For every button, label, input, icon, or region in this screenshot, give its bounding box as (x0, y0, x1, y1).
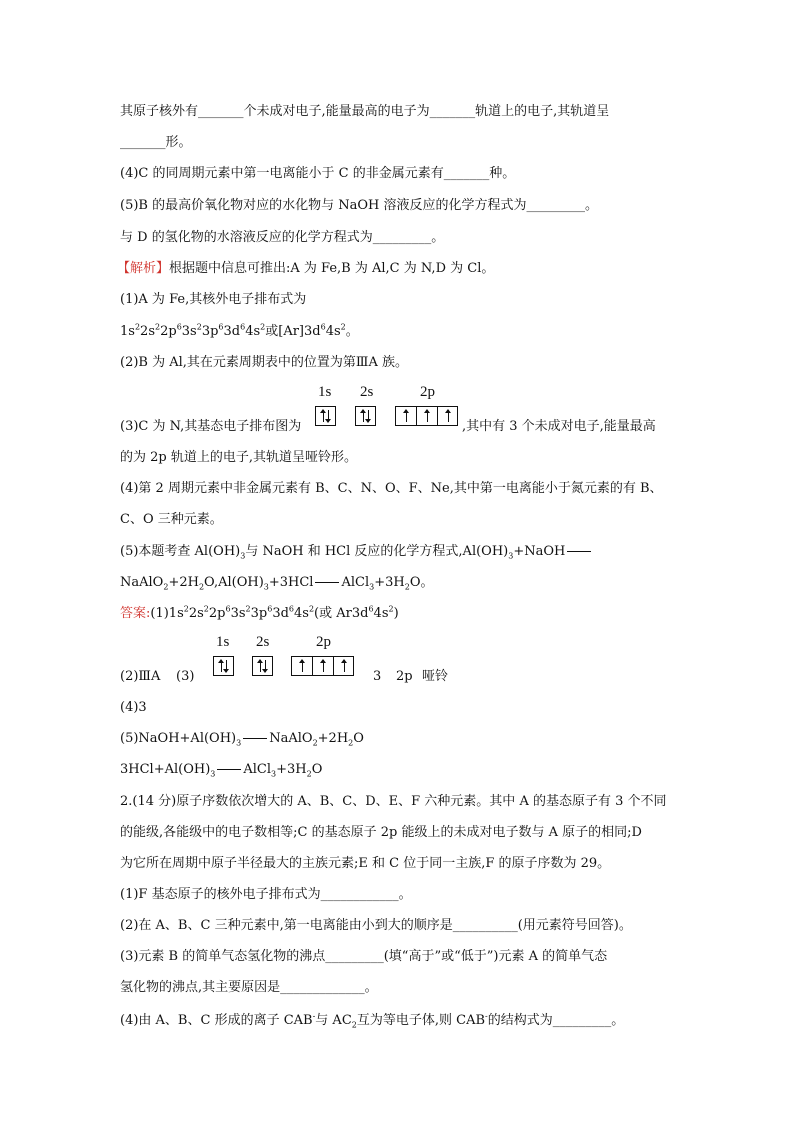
answer-line: 2p (396, 669, 413, 684)
question-line: 为它所在周期中原子半径最大的主族元素;E 和 C 位于同一主族,F 的原子序数为 29。 (120, 856, 611, 871)
question-line: 的能级,各能级中的电子数相等;C 的基态原子 2p 能级上的未成对电子数与 A 原子的相同;D (120, 825, 642, 840)
equals-line (217, 769, 241, 770)
spin-down-arrow-icon (368, 410, 369, 422)
answer-line: 哑铃 (422, 669, 449, 684)
answer-line: (3) (176, 669, 195, 684)
orbital-box-2p (291, 656, 354, 676)
analysis-line: 【解析】根据题中信息可推出:A 为 Fe,B 为 Al,C 为 N,D 为 Cl。 (117, 261, 495, 276)
spin-up-arrow-icon (344, 660, 345, 672)
question-line: _______形。 (120, 135, 192, 150)
orbital-label: 1s (318, 384, 332, 400)
question-line: (4)由 A、B、C 形成的离子 CAB-与 $AC_2$互为等电子体,则 CAB-的结构式为_________。 (120, 1011, 625, 1030)
analysis-line: (1)A 为 Fe,其核外电子排布式为 (120, 292, 307, 307)
question-line: (1)F 基态原子的核外电子排布式为____________。 (120, 887, 412, 902)
orbital-label: 1s (216, 634, 230, 650)
analysis-line: C、O 三种元素。 (120, 512, 223, 527)
electron-config: $1s^22s^22p^63s^23p^63d^64s^2$或$[Ar]3d^64s^2$。 (120, 322, 359, 339)
question-line: 与 D 的氢化物的水溶液反应的化学方程式为_________。 (120, 230, 445, 245)
question-line: (3)元素 B 的简单气态氢化物的沸点_________(填“高于”或“低于”)元素 A 的简单气态 (120, 949, 608, 964)
analysis-line: ,其中有 3 个未成对电子,能量最高 (462, 419, 656, 434)
equals-line (243, 738, 267, 739)
orbital-box-1s (213, 656, 234, 676)
answer-line: 答案$:(1)1s^22s^22p^63s^23p^63d^64s^2$(或 $Ar3d^64s^2$) (120, 604, 399, 621)
orbital-box-1s (315, 406, 336, 426)
analysis-line: (4)第 2 周期元素中非金属元素有 B、C、N、O、F、Ne,其中第一电离能小于氮元素的有 B、 (120, 481, 663, 496)
question-line: (5)B 的最高价氧化物对应的水化物与 NaOH 溶液反应的化学方程式为_________。 (120, 198, 598, 213)
orbital-label: 2p (316, 634, 331, 650)
orbital-label: 2s (360, 384, 374, 400)
analysis-line: (3)C 为 N,其基态电子排布图为 (120, 419, 302, 434)
equation-line: $NaAlO_2+2H_2O,Al(OH)_3+3HCl$ $AlCl_3+3H_2O$。 (120, 575, 434, 592)
spin-up-arrow-icon (260, 660, 261, 672)
spin-up-arrow-icon (302, 660, 303, 672)
analysis-tag: 【解析】 (117, 261, 170, 276)
question-line: 其原子核外有_______个未成对电子,能量最高的电子为_______轨道上的电子,其轨道呈 (120, 104, 610, 119)
orbital-label: 2s (256, 634, 270, 650)
equals-line (315, 582, 339, 583)
spin-down-arrow-icon (265, 660, 266, 672)
spin-down-arrow-icon (328, 410, 329, 422)
analysis-line: 的为 2p 轨道上的电子,其轨道呈哑铃形。 (120, 450, 357, 465)
equation-line: $(5)NaOH+Al(OH)_3$ $NaAlO_2+2H_2O$ (120, 731, 364, 748)
answer-tag: 答案: (120, 606, 151, 621)
equation-line: (5)本题考查 $Al(OH)_3$与 NaOH 和 HCl 反应的化学方程式$,Al(OH)_3+NaOH$ (120, 544, 591, 560)
analysis-line: (2)B 为 Al,其在元素周期表中的位置为第ⅢA 族。 (120, 355, 408, 370)
orbital-box-2s (355, 406, 376, 426)
answer-line: 3 (373, 669, 382, 684)
spin-up-arrow-icon (448, 410, 449, 422)
equation-line: $3HCl+Al(OH)_3$ $AlCl_3+3H_2O$ (120, 762, 323, 779)
spin-up-arrow-icon (323, 410, 324, 422)
spin-up-arrow-icon (427, 410, 428, 422)
question-line: (2)在 A、B、C 三种元素中,第一电离能由小到大的顺序是__________(用元素符号回答)。 (120, 918, 632, 933)
spin-up-arrow-icon (221, 660, 222, 672)
question-line: 2.(14 分)原子序数依次增大的 A、B、C、D、E、F 六种元素。其中 A 的基态原子有 3 个不同 (120, 794, 667, 809)
question-line: (4)C 的同周期元素中第一电离能小于 C 的非金属元素有_______种。 (120, 166, 516, 181)
orbital-box-2p (395, 406, 458, 426)
spin-up-arrow-icon (363, 410, 364, 422)
orbital-box-2s (252, 656, 273, 676)
orbital-label: 2p (420, 384, 435, 400)
question-line: 氢化物的沸点,其主要原因是_____________。 (120, 980, 378, 995)
equals-line (567, 551, 591, 552)
answer-line: (2)ⅢA (120, 669, 161, 684)
spin-up-arrow-icon (323, 660, 324, 672)
spin-up-arrow-icon (406, 410, 407, 422)
spin-down-arrow-icon (226, 660, 227, 672)
answer-line: (4)3 (120, 700, 147, 715)
